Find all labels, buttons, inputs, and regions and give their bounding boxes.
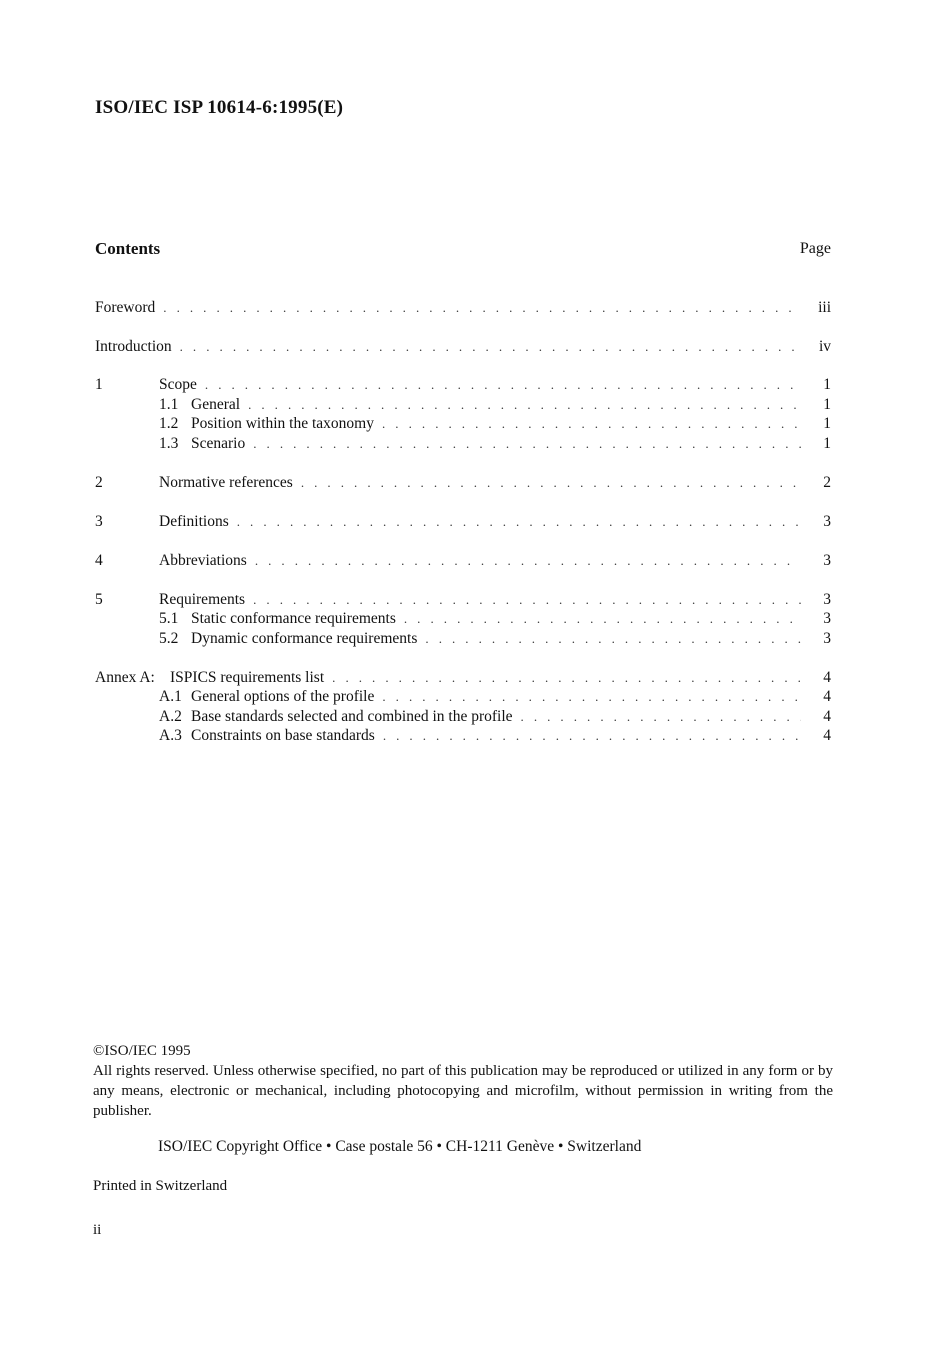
toc-entry-abbreviations[interactable] — [95, 551, 831, 571]
toc-entry-definitions[interactable] — [95, 512, 831, 532]
page-column-label: Page — [799, 240, 831, 257]
toc-entry-base-standards[interactable] — [95, 707, 831, 727]
rights-statement: All rights reserved. Unless otherwise specified, no part of this publication may be reproduced or utilized in any form or by any means, electronic or mechanical, including photocopying and microfilm, without permission in writing from the publisher. — [93, 1063, 833, 1119]
toc-page: 4 — [823, 669, 831, 686]
toc-page: 4 — [823, 688, 831, 705]
toc-number: 2 — [95, 474, 103, 491]
leader-dots — [425, 629, 801, 649]
toc-number: A.1 — [159, 688, 182, 705]
toc-entry-general[interactable] — [95, 395, 831, 415]
toc-entry-scenario[interactable] — [95, 434, 831, 454]
toc-page: 3 — [823, 513, 831, 530]
leader-dots — [205, 375, 801, 395]
toc-title: Dynamic conformance requirements — [191, 630, 418, 647]
toc-number: 5 — [95, 591, 103, 608]
toc-number: 1 — [95, 376, 103, 393]
toc-page: 1 — [823, 415, 831, 432]
toc-number: Annex A: — [95, 669, 155, 686]
leader-dots — [237, 512, 801, 532]
toc-title: Scenario — [191, 435, 246, 452]
toc-number: 4 — [95, 552, 103, 569]
toc-entry-general-options[interactable] — [95, 687, 831, 707]
toc-entry-requirements[interactable] — [95, 590, 831, 610]
toc-entry-introduction[interactable] — [95, 337, 831, 357]
toc-title: Definitions — [159, 513, 229, 530]
toc-entry-annex-a[interactable] — [95, 668, 831, 688]
toc-title: General options of the profile — [191, 688, 375, 705]
copyright-block — [93, 1041, 833, 1121]
leader-dots — [180, 337, 801, 357]
toc-entry-constraints[interactable] — [95, 726, 831, 746]
toc-number: A.3 — [159, 727, 182, 744]
leader-dots — [382, 687, 801, 707]
leader-dots — [163, 298, 801, 318]
toc-title: Normative references — [159, 474, 293, 491]
toc-page: 4 — [823, 727, 831, 744]
toc-title: Constraints on base standards — [191, 727, 375, 744]
toc-title: General — [191, 396, 241, 413]
toc-entry-normative-references[interactable] — [95, 473, 831, 493]
toc-page: 1 — [823, 376, 831, 393]
leader-dots — [383, 726, 801, 746]
toc-number: 3 — [95, 513, 103, 530]
toc-title: Abbreviations — [159, 552, 247, 569]
toc-number: 5.1 — [159, 610, 179, 627]
leader-dots — [382, 414, 801, 434]
toc-entry-scope[interactable] — [95, 375, 831, 395]
toc-page: 1 — [823, 435, 831, 452]
document-id-header: ISO/IEC ISP 10614-6:1995(E) — [95, 97, 344, 118]
leader-dots — [255, 551, 801, 571]
toc-number: 5.2 — [159, 630, 179, 647]
toc-title: Foreword — [95, 299, 156, 316]
toc-page: iii — [818, 299, 831, 316]
toc-number: 1.2 — [159, 415, 179, 432]
toc-title: Position within the taxonomy — [191, 415, 374, 432]
toc-page: 3 — [823, 591, 831, 608]
page-number: ii — [93, 1222, 102, 1238]
toc-entry-dynamic-conformance[interactable] — [95, 629, 831, 649]
toc-number: 1.3 — [159, 435, 179, 452]
toc-title: Scope — [159, 376, 197, 393]
toc-page: 3 — [823, 552, 831, 569]
toc-title: Static conformance requirements — [191, 610, 396, 627]
leader-dots — [253, 434, 801, 454]
toc-entry-static-conformance[interactable] — [95, 609, 831, 629]
toc-title: Requirements — [159, 591, 246, 608]
toc-number: A.2 — [159, 708, 182, 725]
toc-page: iv — [818, 338, 831, 355]
leader-dots — [332, 668, 801, 688]
toc-page: 4 — [823, 708, 831, 725]
leader-dots — [521, 707, 801, 727]
copyright-office-address: ISO/IEC Copyright Office • Case postale 56 • CH-1211 Genève • Switzerland — [158, 1138, 642, 1155]
copyright-line: ©ISO/IEC 1995 — [93, 1043, 191, 1059]
toc-number: 1.1 — [159, 396, 179, 413]
toc-entry-position-within-taxonomy[interactable] — [95, 414, 831, 434]
leader-dots — [301, 473, 801, 493]
toc-page: 3 — [823, 610, 831, 627]
toc-page: 1 — [823, 396, 831, 413]
toc-title: ISPICS requirements list — [170, 669, 325, 686]
toc-page: 3 — [823, 630, 831, 647]
contents-heading: Contents — [95, 239, 161, 258]
toc-title: Introduction — [95, 338, 172, 355]
toc-entry-foreword[interactable] — [95, 298, 831, 318]
toc-title: Base standards selected and combined in the profile — [191, 708, 513, 725]
leader-dots — [248, 395, 801, 415]
toc-page: 2 — [823, 474, 831, 491]
leader-dots — [404, 609, 801, 629]
printed-in-note: Printed in Switzerland — [93, 1178, 228, 1194]
leader-dots — [253, 590, 801, 610]
